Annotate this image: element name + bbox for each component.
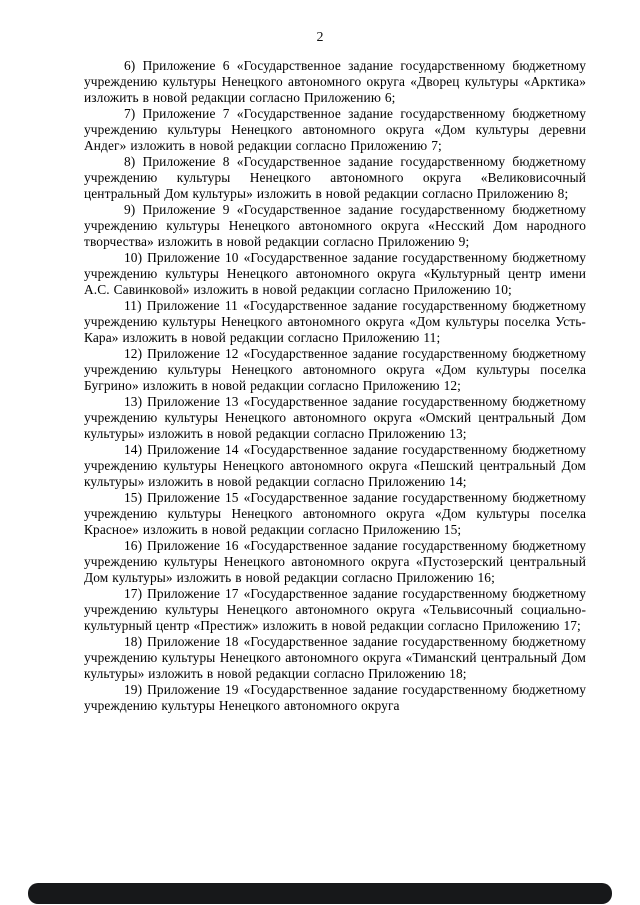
paragraph-item-11: 11) Приложение 11 «Государственное задание государственному бюджетному учреждению культуры Ненецкого автономного округа «Дом культуры поселка Усть-Кара» изложить в новой редакции согласно Приложению 11;	[84, 298, 586, 345]
page-number: 2	[316, 30, 324, 45]
document-body	[84, 58, 586, 714]
paragraph-item-9: 9) Приложение 9 «Государственное задание государственному бюджетному учреждению культуры Ненецкого автономного округа «Несский Дом народного творчества» изложить в новой редакции согласно Приложению 9;	[84, 202, 586, 249]
paragraph-item-14: 14) Приложение 14 «Государственное задание государственному бюджетному учреждению культуры Ненецкого автономного округа «Пешский центральный Дом культуры» изложить в новой редакции согласно Приложению 14;	[84, 442, 586, 489]
paragraph-item-7: 7) Приложение 7 «Государственное задание государственному бюджетному учреждению культуры Ненецкого автономного округа «Дом культуры деревни Андег» изложить в новой редакции согласно Приложению 7;	[84, 106, 586, 153]
paragraph-item-17: 17) Приложение 17 «Государственное задание государственному бюджетному учреждению культуры Ненецкого автономного округа «Тельвисочный социально-культурный центр «Престиж» изложить в новой редакции согласно Приложению 17;	[84, 586, 586, 633]
paragraph-item-10: 10) Приложение 10 «Государственное задание государственному бюджетному учреждению культуры Ненецкого автономного округа «Культурный центр имени А.С. Савинковой» изложить в новой редакции согласно Приложению 10;	[84, 250, 586, 297]
paragraph-item-19: 19) Приложение 19 «Государственное задание государственному бюджетному учреждению культуры Ненецкого автономного округа	[84, 682, 586, 713]
paragraph-item-12: 12) Приложение 12 «Государственное задание государственному бюджетному учреждению культуры Ненецкого автономного округа «Дом культуры поселка Бугрино» изложить в новой редакции согласно Приложению 12;	[84, 346, 586, 393]
paragraph-item-13: 13) Приложение 13 «Государственное задание государственному бюджетному учреждению культуры Ненецкого автономного округа «Омский центральный Дом культуры» изложить в новой редакции согласно Приложению 13;	[84, 394, 586, 441]
paragraph-item-16: 16) Приложение 16 «Государственное задание государственному бюджетному учреждению культуры Ненецкого автономного округа «Пустозерский центральный Дом культуры» изложить в новой редакции согласно Приложению 16;	[84, 538, 586, 585]
paragraph-item-15: 15) Приложение 15 «Государственное задание государственному бюджетному учреждению культуры Ненецкого автономного округа «Дом культуры поселка Красное» изложить в новой редакции согласно Приложению 15;	[84, 490, 586, 537]
paragraph-item-18: 18) Приложение 18 «Государственное задание государственному бюджетному учреждению культуры Ненецкого автономного округа «Тиманский центральный Дом культуры» изложить в новой редакции согласно Приложению 18;	[84, 634, 586, 681]
paragraph-item-6: 6) Приложение 6 «Государственное задание государственному бюджетному учреждению культуры Ненецкого автономного округа «Дворец культуры «Арктика» изложить в новой редакции согласно Приложению 6;	[84, 58, 586, 105]
scan-bottom-edge	[28, 883, 612, 904]
paragraph-item-8: 8) Приложение 8 «Государственное задание государственному бюджетному учреждению культуры Ненецкого автономного округа «Великовисочный центральный Дом культуры» изложить в новой редакции согласно Приложению 8;	[84, 154, 586, 201]
